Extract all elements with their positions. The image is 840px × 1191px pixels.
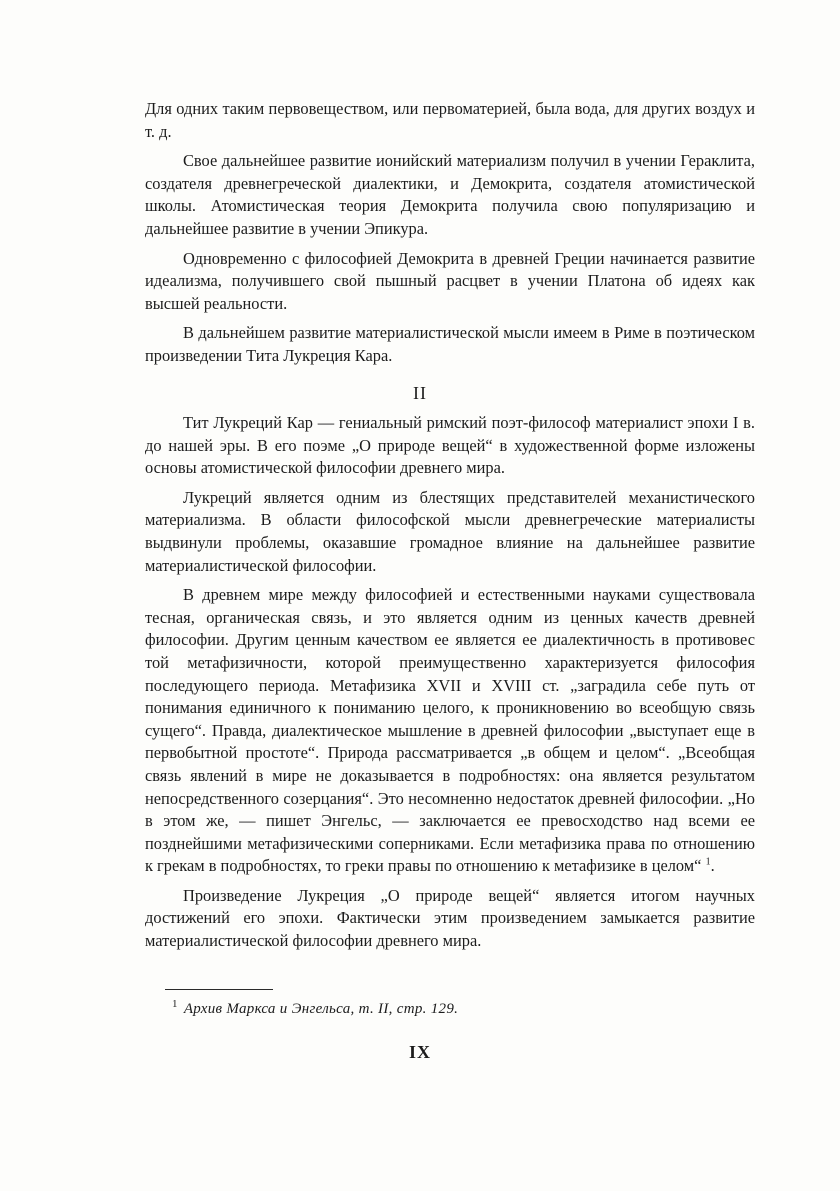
paragraph-ionian-materialism: Свое дальнейшее развитие ионийский материализм получил в учении Гераклита, создателя древнегреческой диалектики, и Демокрита, создателя атомистической школы. Атомистическая теория Демокрита получила свою популяризацию и дальнейшее развитие в учении Эпикура. [145,151,755,238]
paragraph-rome: В дальнейшем развитие материалистической мысли имеем в Риме в поэтическом произведении Тита Лукреция Кара. [145,323,755,365]
paragraph-poem-summary: Произведение Лукреция „О природе вещей“ является итогом научных достижений его эпохи. Фактически этим произведением замыкается развитие материалистической философии древнего мира. [145,885,755,951]
paragraph-lucretius-intro: Тит Лукреций Кар — гениальный римский поэт-философ материалист эпохи I в. до нашей эры. В его поэме „О природе вещей“ в художественной форме изложены основы атомистической философии древнего мира. [145,413,755,478]
footnote-text: Архив Маркса и Энгельса, т. II, стр. 129. [183,1001,459,1017]
paragraph-dialectics-text: В древнем мире между философией и естественными науками существовала тесная, органическая связь, и это является одним из ценных качеств древней философии. Другим ценным качеством ее является ее диалектичность в противовес той метафизичности, которой преимущественно характеризуется философия последующего периода. Метафизика XVII и XVIII ст. „заградила себе путь от понимания единичного к пониманию целого, к проникновению во всеобщую связь сущего“. Правда, диалектическое мышление в древней философии „выступает еще в первобытной простоте“. Природа рассматривается „в общем и целом“. „Всеобщая связь явлений в мире не доказывается в подробностях: она является результатом непосредственного созерцания“. Это несомненно недостаток древней философии. „Но в этом же, — пишет Энгельс, — заключается ее превосходство над всеми ее позднейшими метафизическими соперниками. Если метафизика права по отношению к грекам в подробностях, то греки правы по отношению к метафизике в целом“ [145,585,755,876]
paragraph-mechanistic-materialism: Лукреций является одним из блестящих представителей механистического материализма. В области философской мысли древнегреческие материалисты выдвинули проблемы, оказавшие громадное влияние на дальнейшее развитие материалистической философии. [145,487,755,575]
section-heading: II [413,383,427,403]
footnote [172,998,458,1018]
page-number: IX [408,1042,431,1062]
paragraph-idealism: Одновременно с философией Демокрита в древней Греции начинается развитие идеализма, получившего свой пышный расцвет в учении Платона об идеях как высшей реальности. [145,248,755,313]
main-text-block [145,412,755,960]
paragraph-continuation: Для одних таким первовеществом, или первоматерией, была вода, для других воздух и т. д. [145,99,755,141]
paragraph-dialectics: В древнем мире между философией и естественными науками существовала тесная, органическая связь, и это является одним из ценных качеств древней философии. Другим ценным качеством ее является ее диалектичность в противовес той метафизичности, которой преимущественно характеризуется философия последующего периода. Метафизика XVII и XVIII ст. „заградила себе путь от понимания единичного к пониманию целого, к проникновению во всеобщую связь сущего“. Правда, диалектическое мышление в древней философии „выступает еще в первобытной простоте“. Природа рассматривается „в общем и целом“. „Всеобщая связь явлений в мире не доказывается в подробностях: она является результатом непосредственного созерцания“. Это несомненно недостаток древней философии. „Но в этом же, — пишет Энгельс, — заключается ее превосходство над всеми ее позднейшими метафизическими соперниками. Если метафизика права по отношению к грекам в подробностях, то греки правы по отношению к метафизике в целом“ $^1$. [145,585,755,876]
footnote-marker: 1 [172,998,178,1010]
footnote-reference: 1 [705,856,711,868]
footnote-divider [165,989,273,990]
intro-text-block [145,98,755,375]
